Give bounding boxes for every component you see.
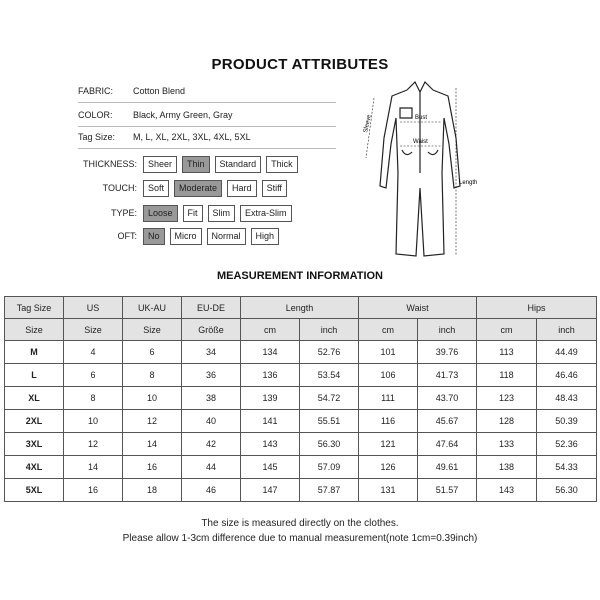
table-cell: 40	[182, 410, 241, 433]
table-cell: 50.39	[537, 410, 597, 433]
table-cell: L	[5, 364, 64, 387]
table-cell: XL	[5, 387, 64, 410]
table-cell: 53.54	[300, 364, 359, 387]
option-chip: Sheer	[143, 156, 177, 173]
option-chip: Moderate	[174, 180, 222, 197]
option-chip: Thick	[266, 156, 298, 173]
table-cell: 44	[182, 456, 241, 479]
table-cell: 43.70	[418, 387, 477, 410]
table-cell: 10	[64, 410, 123, 433]
table-cell: 134	[241, 341, 300, 364]
table-cell: 143	[477, 479, 537, 502]
table-cell: 16	[64, 479, 123, 502]
table-cell: 6	[123, 341, 182, 364]
table-cell: 54.33	[537, 456, 597, 479]
table-cell: 8	[123, 364, 182, 387]
option-chip: Slim	[208, 205, 236, 222]
table-cell: 51.57	[418, 479, 477, 502]
table-header-cell: Größe	[182, 319, 241, 341]
table-row	[5, 433, 597, 456]
length-label: Length	[459, 180, 478, 186]
table-cell: 4	[64, 341, 123, 364]
table-cell: 52.36	[537, 433, 597, 456]
option-chip: Standard	[215, 156, 262, 173]
table-header-cell: cm	[359, 319, 418, 341]
option-label: TYPE:	[110, 208, 137, 218]
table-cell: 57.09	[300, 456, 359, 479]
table-cell: 121	[359, 433, 418, 456]
table-cell: 55.51	[300, 410, 359, 433]
table-cell: 38	[182, 387, 241, 410]
measurement-title: MEASUREMENT INFORMATION	[216, 270, 383, 282]
table-cell: 128	[477, 410, 537, 433]
table-cell: 101	[359, 341, 418, 364]
note-measured: The size is measured directly on the clothes.	[201, 518, 399, 529]
table-cell: 118	[477, 364, 537, 387]
option-group	[143, 180, 287, 197]
table-header-cell: Hips	[477, 297, 597, 319]
table-cell: 131	[359, 479, 418, 502]
option-chip: Hard	[227, 180, 257, 197]
table-header-cell: Tag Size	[5, 297, 64, 319]
table-cell: 48.43	[537, 387, 597, 410]
table-header-cell: cm	[241, 319, 300, 341]
table-header-cell: Size	[64, 319, 123, 341]
table-cell: 47.64	[418, 433, 477, 456]
table-cell: 52.76	[300, 341, 359, 364]
table-cell: 56.30	[537, 479, 597, 502]
option-chip: Loose	[143, 205, 178, 222]
table-cell: 4XL	[5, 456, 64, 479]
table-header-row	[5, 297, 597, 319]
table-cell: 143	[241, 433, 300, 456]
page-title: PRODUCT ATTRIBUTES	[211, 56, 389, 73]
option-group	[143, 156, 298, 173]
table-row	[5, 341, 597, 364]
table-header-cell: Waist	[359, 297, 477, 319]
table-cell: 139	[241, 387, 300, 410]
table-header-cell: Size	[5, 319, 64, 341]
option-row-oft	[0, 228, 600, 244]
table-cell: 39.76	[418, 341, 477, 364]
table-cell: 3XL	[5, 433, 64, 456]
table-cell: 133	[477, 433, 537, 456]
option-label: THICKNESS:	[82, 159, 137, 169]
attribute-value: Black, Army Green, Gray	[133, 110, 233, 120]
table-cell: 138	[477, 456, 537, 479]
option-row-type	[0, 205, 600, 221]
attribute-value: Cotton Blend	[133, 86, 186, 96]
option-label: OFT:	[117, 231, 137, 241]
table-cell: 42	[182, 433, 241, 456]
table-row	[5, 479, 597, 502]
option-chip: Fit	[183, 205, 203, 222]
table-header-cell: inch	[537, 319, 597, 341]
table-cell: 16	[123, 456, 182, 479]
table-cell: 49.61	[418, 456, 477, 479]
table-cell: 123	[477, 387, 537, 410]
attribute-label: COLOR:	[78, 110, 113, 120]
table-cell: 14	[64, 456, 123, 479]
option-chip: Micro	[170, 228, 202, 245]
table-cell: 41.73	[418, 364, 477, 387]
option-chip: Extra-Slim	[240, 205, 292, 222]
table-row	[5, 456, 597, 479]
table-cell: 6	[64, 364, 123, 387]
attribute-tag-size	[78, 126, 336, 149]
table-cell: 36	[182, 364, 241, 387]
table-header-cell: cm	[477, 319, 537, 341]
table-cell: 116	[359, 410, 418, 433]
waist-label: Waist	[413, 139, 428, 145]
option-group	[143, 205, 292, 222]
table-cell: 14	[123, 433, 182, 456]
table-cell: 12	[123, 410, 182, 433]
table-cell: 2XL	[5, 410, 64, 433]
table-header-cell: Size	[123, 319, 182, 341]
attribute-label: Tag Size:	[78, 132, 116, 142]
table-cell: 111	[359, 387, 418, 410]
option-chip: Normal	[207, 228, 246, 245]
table-cell: 10	[123, 387, 182, 410]
option-group	[143, 228, 279, 245]
option-chip: Stiff	[262, 180, 287, 197]
table-cell: 45.67	[418, 410, 477, 433]
attribute-color	[78, 104, 336, 127]
table-row	[5, 410, 597, 433]
table-subheader-row	[5, 319, 597, 341]
table-cell: 56.30	[300, 433, 359, 456]
table-header-cell: inch	[300, 319, 359, 341]
table-cell: 46	[182, 479, 241, 502]
table-cell: 141	[241, 410, 300, 433]
table-cell: M	[5, 341, 64, 364]
option-row-touch	[0, 180, 600, 196]
table-header-cell: EU-DE	[182, 297, 241, 319]
table-row	[5, 364, 597, 387]
table-header-cell: US	[64, 297, 123, 319]
bust-label: Bust	[415, 115, 428, 121]
note-difference: Please allow 1-3cm difference due to manual measurement(note 1cm=0.39inch)	[122, 533, 478, 544]
table-cell: 18	[123, 479, 182, 502]
table-cell: 106	[359, 364, 418, 387]
table-cell: 5XL	[5, 479, 64, 502]
attribute-label: FABRIC:	[78, 86, 114, 96]
table-row	[5, 387, 597, 410]
attribute-fabric	[78, 80, 336, 103]
table-cell: 136	[241, 364, 300, 387]
table-cell: 126	[359, 456, 418, 479]
table-header-cell: Length	[241, 297, 359, 319]
table-cell: 147	[241, 479, 300, 502]
option-label: TOUCH:	[102, 183, 137, 193]
table-cell: 145	[241, 456, 300, 479]
table-header-cell: inch	[418, 319, 477, 341]
table-cell: 12	[64, 433, 123, 456]
table-header-cell: UK-AU	[123, 297, 182, 319]
table-cell: 113	[477, 341, 537, 364]
table-cell: 34	[182, 341, 241, 364]
table-cell: 8	[64, 387, 123, 410]
option-chip: Soft	[143, 180, 169, 197]
option-row-thickness	[0, 156, 600, 172]
table-cell: 54.72	[300, 387, 359, 410]
option-chip: Thin	[182, 156, 210, 173]
size-table	[4, 296, 597, 502]
option-chip: High	[251, 228, 280, 245]
option-chip: No	[143, 228, 165, 245]
jumpsuit-diagram-icon	[360, 78, 510, 268]
table-cell: 44.49	[537, 341, 597, 364]
table-cell: 46.46	[537, 364, 597, 387]
sleeve-label: Sleeve	[363, 114, 373, 134]
table-cell: 57.87	[300, 479, 359, 502]
attribute-value: M, L, XL, 2XL, 3XL, 4XL, 5XL	[133, 132, 251, 142]
